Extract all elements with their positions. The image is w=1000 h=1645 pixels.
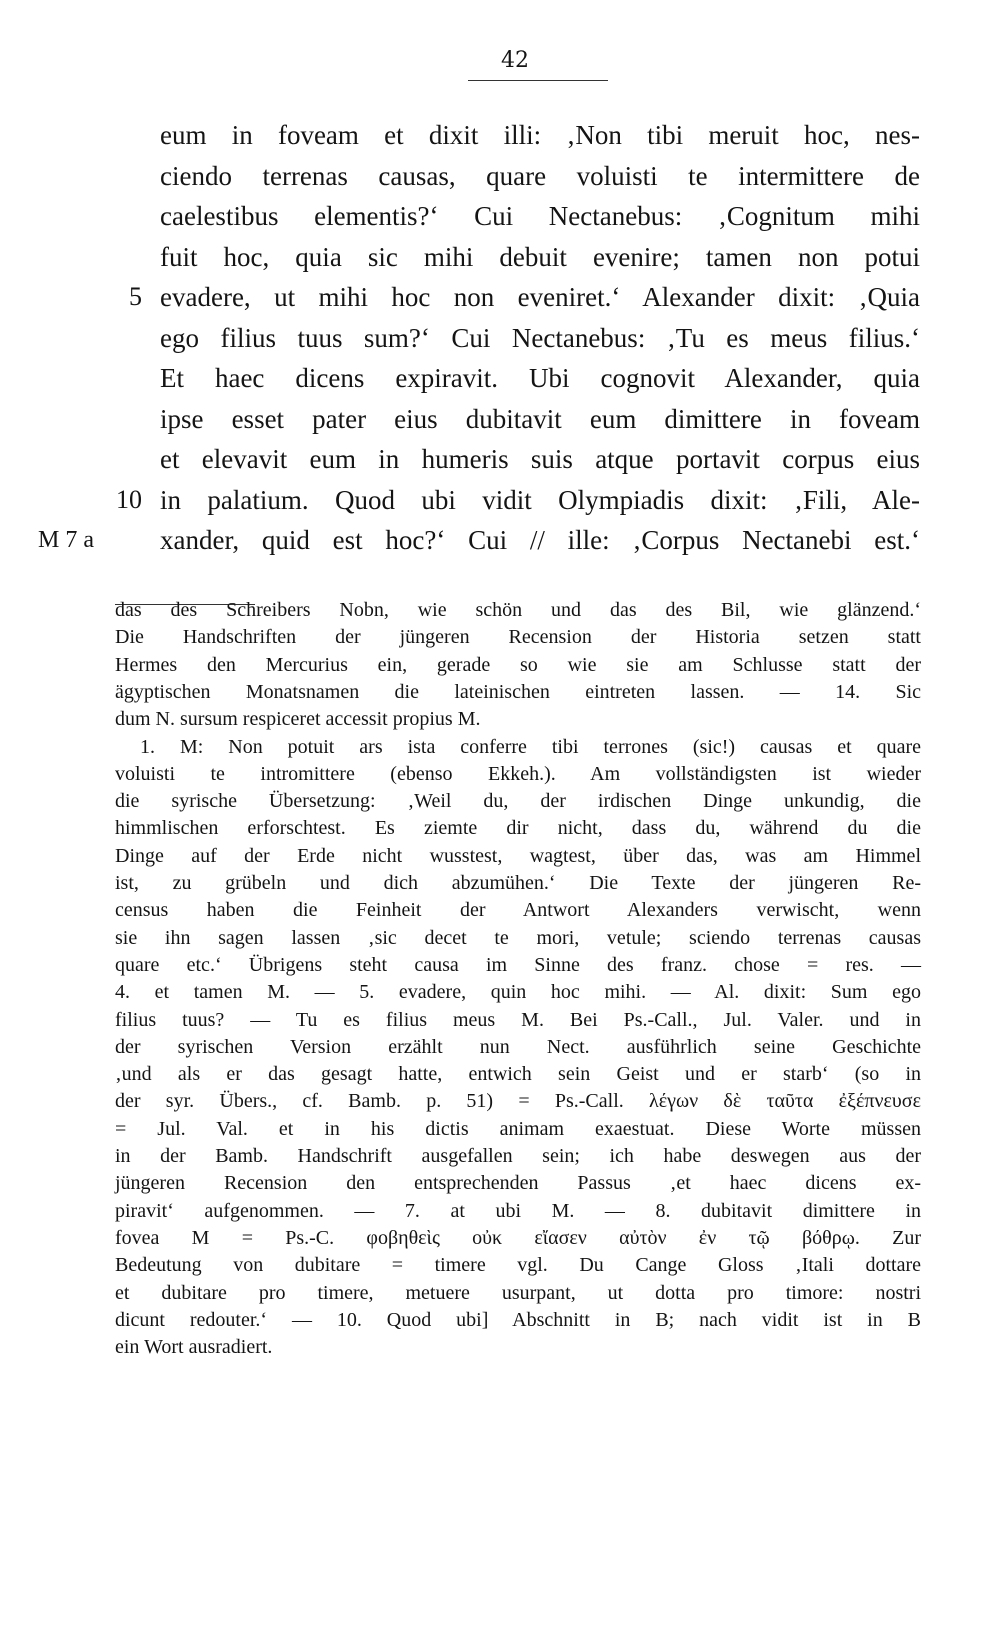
apparatus-line: ist, zu grübeln und dich abzumühen.‘ Die Texte der jüngeren Re- — [115, 872, 921, 894]
apparatus-line: filius tuus? — Tu es filius meus M. Bei Ps.-Call., Jul. Valer. und in — [115, 1008, 921, 1031]
main-text-line: Et haec dicens expiravit. Ubi cognovit Alexander, quia — [160, 363, 920, 393]
apparatus-line: der syr. Übers., cf. Bamb. p. 51) = Ps.-Call. λέγων δὲ ταῦτα ἐξέπνευσε — [115, 1090, 921, 1113]
apparatus-line: sie ihn sagen lassen ‚sic decet te mori, vetule; sciendo terrenas causas — [115, 926, 921, 949]
apparatus-line: dicunt redouter.‘ — 10. Quod ubi] Abschnitt in B; nach vidit ist in B — [115, 1308, 921, 1331]
apparatus-line: piravit‘ aufgenommen. — 7. at ubi M. — 8. dubitavit dimittere in — [115, 1199, 921, 1222]
apparatus-line: Dinge auf der Erde nicht wusstest, wagtest, über das, was am Himmel — [115, 844, 921, 867]
main-text-line: evadere, ut mihi hoc non eveniret.‘ Alexander dixit: ‚Quia — [160, 282, 920, 312]
apparatus-line: dum N. sursum respiceret accessit propius M. — [115, 708, 481, 731]
apparatus-line: ägyptischen Monatsnamen die lateinischen eintreten lassen. — 14. Sic — [115, 680, 921, 703]
apparatus-line: et dubitare pro timere, metuere usurpant, ut dotta pro timore: nostri — [115, 1281, 921, 1304]
apparatus-line: ‚und als er das gesagt hatte, entwich sein Geist und er starb‘ (so in — [115, 1063, 921, 1086]
main-text-line: xander, quid est hoc?‘ Cui // ille: ‚Corpus Nectanebi est.‘ — [160, 525, 920, 555]
apparatus-line: voluisti te intromittere (ebenso Ekkeh.). Am vollständigsten ist wieder — [115, 762, 921, 785]
apparatus-line: in der Bamb. Handschrift ausgefallen sein; ich habe deswegen aus der — [115, 1145, 921, 1167]
main-text-line: eum in foveam et dixit illi: ‚Non tibi meruit hoc, nes- — [160, 120, 920, 150]
header-rule — [468, 80, 608, 81]
manuscript-folio-marker: M 7 a — [38, 527, 94, 553]
main-text-line: ego filius tuus sum?‘ Cui Nectanebus: ‚Tu es meus filius.‘ — [160, 322, 920, 353]
line-number: 5 — [129, 282, 142, 311]
main-text-line: et elevavit eum in humeris suis atque portavit corpus eius — [160, 444, 920, 474]
apparatus-line: quare etc.‘ Übrigens steht causa im Sinne des franz. chose = res. — — [115, 953, 921, 976]
apparatus-line: Bedeutung von dubitare = timere vgl. Du Cange Gloss ‚Itali dottare — [115, 1254, 921, 1277]
line-number: 10 — [116, 484, 142, 514]
main-text-line: ciendo terrenas causas, quare voluisti te intermittere de — [160, 160, 920, 191]
apparatus-line: der syrischen Version erzählt nun Nect. ausführlich seine Geschichte — [115, 1035, 921, 1058]
apparatus-line: = Jul. Val. et in his dictis animam exaestuat. Diese Worte müssen — [115, 1117, 921, 1140]
main-text-line: caelestibus elementis?‘ Cui Nectanebus: ‚Cognitum mihi — [160, 201, 920, 231]
apparatus-line: jüngeren Recension den entsprechenden Passus ‚et haec dicens ex- — [115, 1172, 921, 1195]
apparatus-line: himmlischen erforschtest. Es ziemte dir nicht, dass du, während du die — [115, 817, 921, 840]
apparatus-line: 4. et tamen M. — 5. evadere, quin hoc mihi. — Al. dixit: Sum ego — [115, 981, 921, 1004]
apparatus-line: Hermes den Mercurius ein, gerade so wie sie am Schlusse statt der — [115, 653, 921, 676]
apparatus-line: ein Wort ausradiert. — [115, 1336, 273, 1359]
apparatus-line: das des Schreibers Nobn, wie schön und das des Bil, wie glänzend.‘ — [115, 599, 921, 621]
apparatus-line: die syrische Übersetzung: ‚Weil du, der irdischen Dinge unkundig, die — [115, 790, 921, 813]
apparatus-line: Die Handschriften der jüngeren Recension der Historia setzen statt — [115, 626, 921, 649]
page-number: 42 — [501, 48, 529, 73]
main-text-line: in palatium. Quod ubi vidit Olympiadis dixit: ‚Fili, Ale- — [160, 484, 920, 515]
apparatus-line: fovea M = Ps.-C. φοβηθεὶς οὐκ εἴασεν αὐτὸν ἐν τῷ βόθρῳ. Zur — [115, 1226, 921, 1249]
apparatus-line: census haben die Feinheit der Antwort Alexanders verwischt, wenn — [115, 899, 921, 922]
main-text-line: ipse esset pater eius dubitavit eum dimittere in foveam — [160, 403, 920, 434]
apparatus-line: 1. M: Non potuit ars ista conferre tibi terrones (sic!) causas et quare — [140, 735, 921, 758]
main-text-line: fuit hoc, quia sic mihi debuit evenire; tamen non potui — [160, 241, 920, 272]
